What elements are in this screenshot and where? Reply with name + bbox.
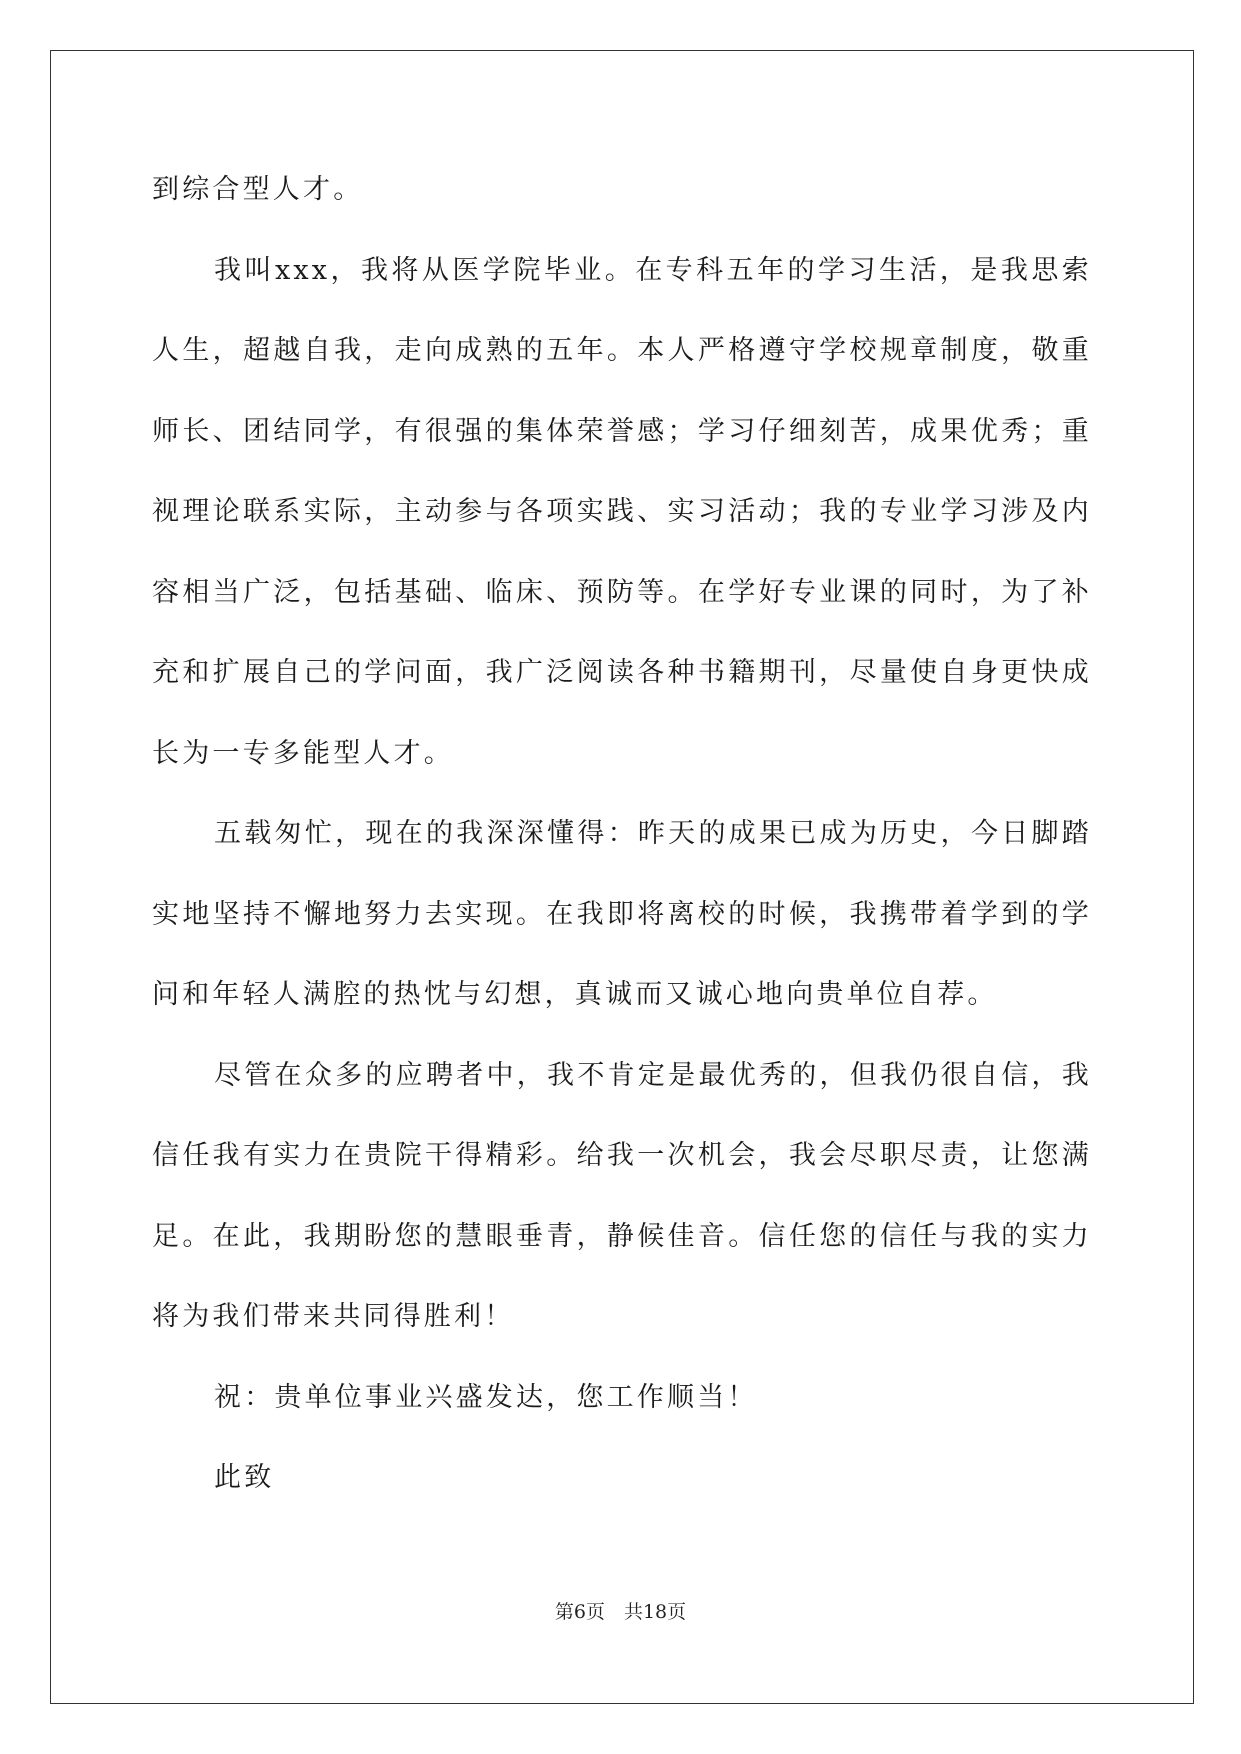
paragraph-closing: 此致 (214, 1462, 275, 1493)
paragraph-confidence: 尽管在众多的应聘者中，我不肯定是最优秀的，但我仍很自信，我信任我有实力在贵院干得精彩。给我一次机会，我会尽职尽责，让您满足。在此，我期盼您的慧眼垂青，静候佳音。信任您的信任与我的实力将为我们带来共同得胜利！ (152, 1059, 1092, 1332)
paragraph-reflection: 五载匆忙，现在的我深深懂得：昨天的成果已成为历史，今日脚踏实地坚持不懈地努力去实现。在我即将离校的时候，我携带着学到的学问和年轻人满腔的热忱与幻想，真诚而又诚心地向贵单位自荐。 (152, 818, 1092, 1010)
paragraph-continuation: 到综合型人才。 (152, 174, 364, 205)
paragraph-wishes: 祝：贵单位事业兴盛发达，您工作顺当！ (214, 1381, 758, 1413)
paragraph-introduction: 我叫xxx，我将从医学院毕业。在专科五年的学习生活，是我思索人生，超越自我，走向成熟的五年。本人严格遵守学校规章制度，敬重师长、团结同学，有很强的集体荣誉感；学习仔细刻苦，成果优秀；重视理论联系实际，主动参与各项实践、实习活动；我的专业学习涉及内容相当广泛，包括基础、临床、预防等。在学好专业课的同时，为了补充和扩展自己的学问面，我广泛阅读各种书籍期刊，尽量使自身更快成长为一专多能型人才。 (152, 254, 1092, 769)
page-number: 第6页 共18页 (554, 1601, 687, 1623)
letter-body (152, 150, 1092, 1519)
page-footer (0, 1597, 1241, 1624)
